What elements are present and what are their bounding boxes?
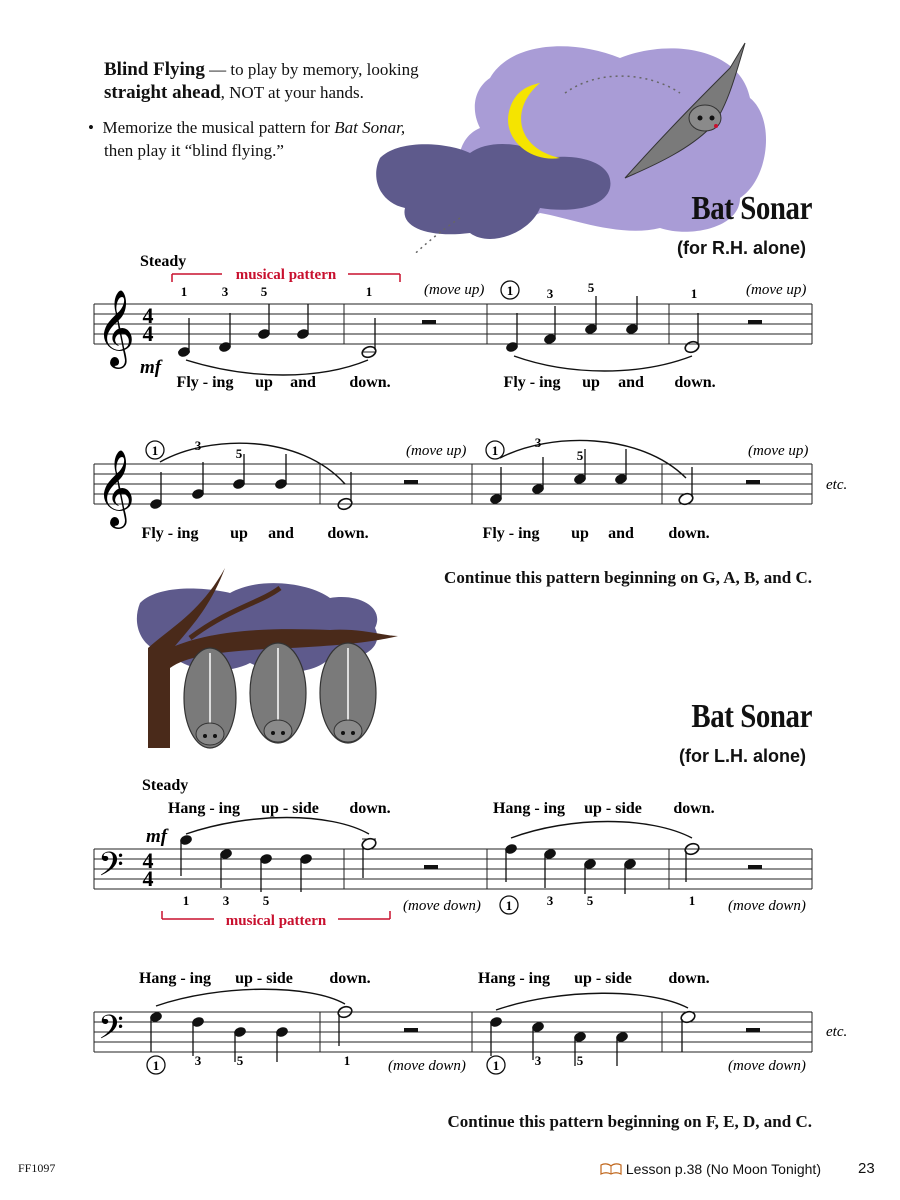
move-label: (move up) (746, 282, 807, 298)
move-label: (move down) (728, 898, 806, 914)
lh-slur-4 (496, 993, 688, 1010)
bat-icon (250, 643, 306, 743)
fing: 1 (151, 443, 159, 458)
move-label: (move down) (403, 898, 481, 914)
fing: 1 (688, 893, 696, 908)
etc-label: etc. (826, 1024, 848, 1040)
fing: 1 (491, 443, 499, 458)
lyric: down. (668, 525, 710, 542)
fing: 3 (534, 435, 542, 450)
treble-clef-icon: 𝄞 (96, 449, 136, 526)
fing: 3 (194, 438, 202, 453)
lh-title: Bat Sonar (691, 698, 812, 735)
fing: 3 (546, 286, 554, 301)
bass-clef-icon: 𝄢 (98, 1009, 124, 1055)
intro-emphasis: straight ahead (104, 82, 221, 103)
rh-slur-4 (500, 440, 686, 478)
lyric: up - side (584, 800, 642, 817)
fing: 3 (534, 1053, 542, 1068)
rh-tempo: Steady (140, 253, 187, 270)
time-sig-top: 4 (142, 303, 154, 328)
lyric: up - side (235, 970, 293, 987)
fing: 3 (546, 893, 554, 908)
lh-slur-1 (186, 818, 369, 835)
lyric: and (608, 525, 634, 542)
lh-notes-m3 (504, 842, 762, 894)
time-sig-bottom: 4 (142, 866, 154, 891)
lh-notes-m1 (179, 834, 438, 892)
fing: 5 (576, 448, 584, 463)
page-number: 23 (858, 1160, 875, 1177)
lyric: Hang - ing (138, 970, 212, 987)
bat-icon (320, 643, 376, 743)
fing: 5 (262, 893, 270, 908)
fing: 1 (152, 1058, 160, 1073)
footer-lesson (600, 1161, 821, 1177)
lh-notes-m5 (149, 1005, 418, 1062)
intro-rest: , NOT at your hands. (220, 83, 364, 102)
lyric: down. (673, 800, 715, 817)
rh-slur-2 (514, 356, 692, 371)
lh-tempo: Steady (142, 777, 189, 794)
fing: 5 (587, 280, 595, 295)
fing: 5 (260, 284, 268, 299)
book-icon (600, 1163, 622, 1175)
lyric: and (268, 525, 294, 542)
lh-slur-3 (156, 989, 345, 1006)
fing: 1 (505, 898, 513, 913)
lyric: Fly - ing (141, 525, 199, 542)
fing: 1 (180, 284, 188, 299)
lh-pattern-label: musical pattern (225, 913, 327, 929)
rh-system-2 (0, 432, 900, 552)
etc-label: etc. (826, 477, 848, 493)
fing: 1 (365, 284, 373, 299)
fing: 5 (236, 1053, 244, 1068)
lyric: Hang - ing (167, 800, 241, 817)
rh-pattern-label: musical pattern (235, 267, 337, 283)
half-rest (422, 320, 436, 324)
lh-instruction: Continue this pattern beginning on F, E, D, and C. (447, 1112, 812, 1131)
lyric: down. (674, 374, 716, 391)
time-sig-top: 4 (142, 848, 154, 873)
lyric: up (571, 525, 589, 542)
bass-clef-icon: 𝄢 (98, 846, 124, 892)
rh-staff-2 (94, 464, 812, 504)
fing: 1 (492, 1058, 500, 1073)
lyric: Fly - ing (503, 374, 561, 391)
rh-system-1 (0, 248, 900, 398)
rh-notes-m5 (149, 454, 418, 511)
bullet-dot: • (88, 118, 103, 137)
fing: 1 (182, 893, 190, 908)
lyric: down. (349, 800, 391, 817)
lh-pattern-bracket (162, 911, 390, 929)
intro-dash: — to play by memory, looking (204, 60, 419, 79)
rh-slur-1 (186, 360, 368, 375)
lyric: down. (668, 970, 710, 987)
lyric: up - side (574, 970, 632, 987)
bullet-piece: Bat Sonar, (334, 118, 406, 137)
fing: 1 (343, 1053, 351, 1068)
lyric: Hang - ing (477, 970, 551, 987)
lh-subtitle: (for L.H. alone) (679, 746, 806, 766)
fing: 5 (586, 893, 594, 908)
lyric: and (618, 374, 644, 391)
bat-icon (184, 648, 236, 748)
move-label: (move up) (748, 443, 809, 459)
intro-term: Blind Flying (104, 59, 205, 80)
move-label: (move down) (728, 1058, 806, 1074)
rh-dynamic: mf (140, 357, 162, 378)
rh-staff-1 (94, 304, 812, 344)
lyric: Hang - ing (492, 800, 566, 817)
lyric: down. (329, 970, 371, 987)
fing: 3 (194, 1053, 202, 1068)
time-sig-bottom: 4 (142, 321, 154, 346)
rh-title: Bat Sonar (691, 190, 812, 227)
rh-instruction: Continue this pattern beginning on G, A, B, and C. (444, 568, 812, 587)
lh-staff-1 (94, 849, 812, 889)
move-label: (move up) (424, 282, 485, 298)
footer-lesson-text: Lesson p.38 (No Moon Tonight) (625, 1161, 821, 1177)
bullet-text-a: Memorize the musical pattern for (102, 118, 335, 137)
lyric: and (290, 374, 316, 391)
treble-clef-icon: 𝄞 (96, 289, 136, 366)
move-label: (move down) (388, 1058, 466, 1074)
lyric: Fly - ing (482, 525, 540, 542)
lyric: up (230, 525, 248, 542)
lyric: up (255, 374, 273, 391)
fing: 3 (221, 284, 229, 299)
lh-notes-m7 (489, 1010, 760, 1066)
lyric: up (582, 374, 600, 391)
move-label: (move up) (406, 443, 467, 459)
lh-system-1 (0, 770, 900, 940)
fing: 5 (576, 1053, 584, 1068)
bullet-text-b: then play it “blind flying.” (104, 141, 284, 160)
lyric: up - side (261, 800, 319, 817)
rh-pattern-bracket (172, 267, 400, 283)
rh-notes-m3 (505, 296, 639, 353)
tree-illustration (130, 568, 400, 753)
rh-notes-m1 (177, 304, 310, 358)
lyric: down. (349, 374, 391, 391)
lh-dynamic: mf (146, 826, 168, 847)
lyric: Fly - ing (176, 374, 234, 391)
lh-system-2 (0, 962, 900, 1082)
fing: 1 (506, 283, 514, 298)
fing: 1 (690, 286, 698, 301)
rh-notes-m7 (489, 449, 760, 506)
fing: 3 (222, 893, 230, 908)
rh-subtitle: (for R.H. alone) (677, 238, 806, 258)
footer-code: FF1097 (18, 1161, 56, 1175)
lyric: down. (327, 525, 369, 542)
fing: 5 (235, 446, 243, 461)
lh-slur-2 (511, 822, 692, 839)
